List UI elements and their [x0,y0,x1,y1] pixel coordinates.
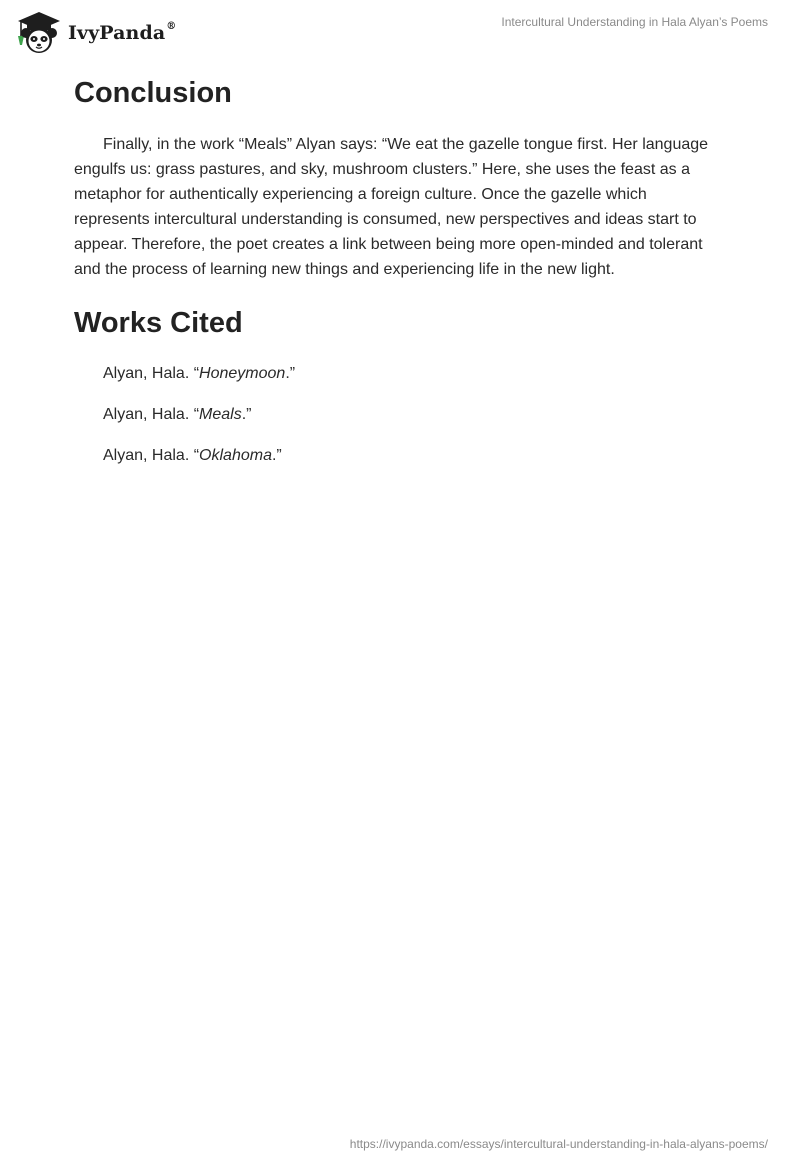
essay-content [74,70,724,484]
running-title: Intercultural Understanding in Hala Alyan’s Poems [501,15,768,29]
citation-suffix: .” [271,447,282,464]
citation-title: Meals [199,406,242,423]
citation-entry [74,443,724,468]
citation-prefix: Alyan, Hala. “ [103,365,200,382]
citation-prefix: Alyan, Hala. “ [103,406,200,423]
registered-mark: ® [166,20,177,32]
citation-title: Oklahoma [199,447,272,464]
citation-suffix: .” [241,406,252,423]
works-cited-heading: Works Cited [74,307,243,339]
conclusion-paragraph: Finally, in the work “Meals” Alyan says: “We eat the gazelle tongue first. Her language engulfs us: grass pastures, and sky, mushroom clusters.” Here, she uses the feast as a metaphor for authentically experiencing a foreign culture. Once the gazelle which represents intercultural understanding is consumed, new perspectives and ideas start to appear. Therefore, the poet creates a link between being more open-minded and tolerant and the process of learning new things and experiencing life in the new light. [74,136,709,278]
citation-suffix: .” [285,365,296,382]
conclusion-heading: Conclusion [74,77,232,109]
citation-title: Honeymoon [199,365,286,382]
citation-entry [74,361,724,386]
works-cited-list [74,361,724,468]
citation-prefix: Alyan, Hala. “ [103,447,200,464]
source-url[interactable]: https://ivypanda.com/essays/intercultural-understanding-in-hala-alyans-poems/ [349,1137,768,1151]
ivypanda-logo[interactable] [16,9,176,57]
brand-name [68,22,176,44]
citation-entry [74,402,724,427]
brand-text: IvyPanda [68,22,166,44]
panda-graduate-icon [16,10,62,56]
